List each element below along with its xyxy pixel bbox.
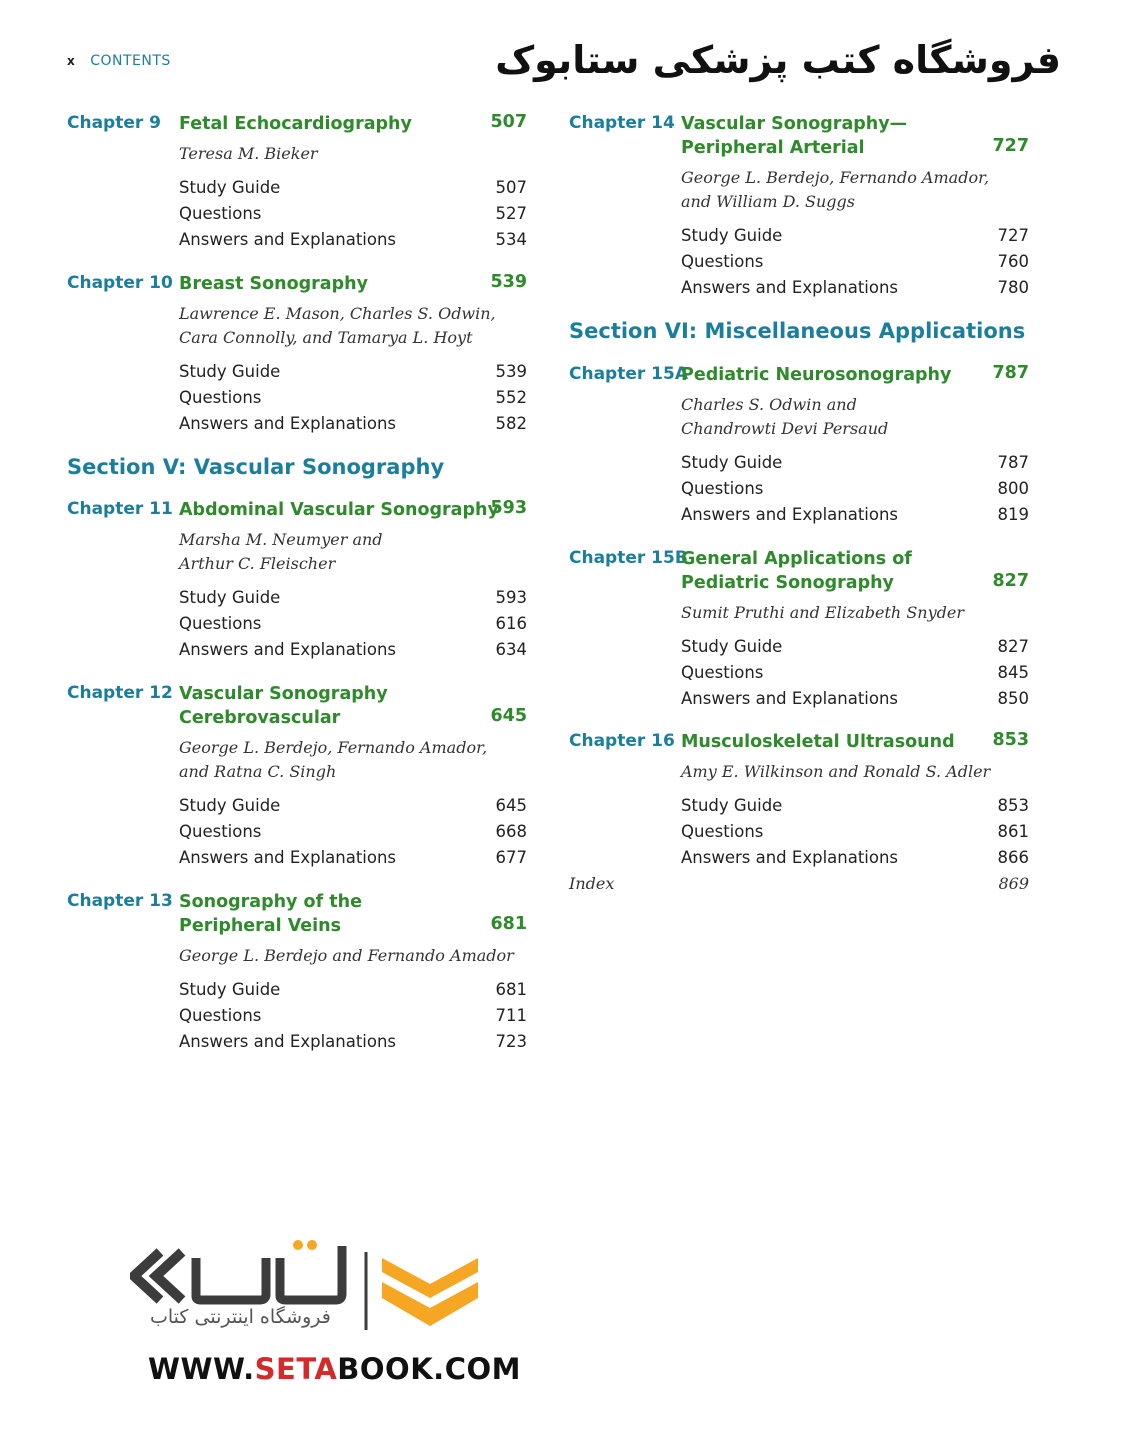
toc-page: 711 [495, 1006, 527, 1025]
toc-page: 677 [495, 848, 527, 867]
chapter-page: 507 [490, 112, 527, 132]
toc-item[interactable]: Questions [179, 614, 262, 633]
toc-page: 681 [495, 980, 527, 999]
toc-page: 845 [997, 663, 1029, 682]
chapter-page: 827 [992, 571, 1029, 591]
toc-page: 723 [495, 1032, 527, 1051]
toc-item[interactable]: Study Guide [179, 980, 281, 999]
chapter-label: Chapter 12 [67, 683, 173, 703]
chapter-title[interactable]: Fetal Echocardiography [179, 114, 412, 134]
chapter-label: Chapter 9 [67, 113, 162, 133]
logo-url-suffix: BOOK.COM [337, 1352, 521, 1386]
toc-item[interactable]: Study Guide [681, 226, 783, 245]
toc-page: 507 [495, 178, 527, 197]
toc-page: 582 [495, 414, 527, 433]
toc-page: 534 [495, 230, 527, 249]
chapter-label: Chapter 15A [569, 364, 688, 384]
toc-item[interactable]: Answers and Explanations [681, 848, 899, 867]
chapter-label: Chapter 13 [67, 891, 173, 911]
setabook-logo [130, 1238, 490, 1418]
toc-page: 616 [495, 614, 527, 633]
toc-item[interactable]: Study Guide [681, 637, 783, 656]
toc-page: 668 [495, 822, 527, 841]
toc-item[interactable]: Questions [179, 1006, 262, 1025]
chapter-authors: Lawrence E. Mason, Charles S. Odwin, [179, 304, 496, 323]
toc-page: 760 [997, 252, 1029, 271]
toc-page: 552 [495, 388, 527, 407]
index-page: 869 [998, 874, 1029, 893]
chapter-page: 593 [490, 498, 527, 518]
toc-item[interactable]: Study Guide [179, 796, 281, 815]
chapter-title[interactable]: Musculoskeletal Ultrasound [681, 732, 955, 752]
chapter-label: Chapter 14 [569, 113, 675, 133]
chapter-authors: Sumit Pruthi and Elizabeth Snyder [681, 603, 964, 622]
toc-item[interactable]: Questions [681, 252, 764, 271]
toc-item[interactable]: Answers and Explanations [681, 278, 899, 297]
toc-item[interactable]: Answers and Explanations [179, 640, 397, 659]
chapter-authors: Amy E. Wilkinson and Ronald S. Adler [681, 762, 991, 781]
chapter-authors: and William D. Suggs [681, 192, 855, 211]
toc-page: 593 [495, 588, 527, 607]
chapter-authors: George L. Berdejo, Fernando Amador, [179, 738, 488, 757]
toc-item[interactable]: Answers and Explanations [681, 505, 899, 524]
chapter-page: 727 [992, 136, 1029, 156]
chapter-title[interactable]: Pediatric Sonography [681, 573, 894, 593]
toc-page: 539 [495, 362, 527, 381]
toc-item[interactable]: Study Guide [179, 178, 281, 197]
toc-page: 861 [997, 822, 1029, 841]
store-banner: فروشگاه کتب پزشکی ستابوک [495, 38, 1061, 82]
chapter-page: 853 [992, 730, 1029, 750]
toc-page: 645 [495, 796, 527, 815]
chapter-title[interactable]: Breast Sonography [179, 274, 368, 294]
chapter-authors: Teresa M. Bieker [179, 144, 318, 163]
toc-item[interactable]: Answers and Explanations [179, 1032, 397, 1051]
toc-item[interactable]: Study Guide [681, 796, 783, 815]
chapter-authors: George L. Berdejo, Fernando Amador, [681, 168, 990, 187]
toc-item[interactable]: Questions [681, 822, 764, 841]
toc-item[interactable]: Study Guide [179, 588, 281, 607]
section-title[interactable]: Section VI: Miscellaneous Applications [569, 319, 1026, 343]
chapter-title[interactable]: Pediatric Neurosonography [681, 365, 952, 385]
chapter-title[interactable]: General Applications of [681, 549, 912, 569]
toc-item[interactable]: Study Guide [681, 453, 783, 472]
chapter-page: 645 [490, 706, 527, 726]
toc-item[interactable]: Questions [681, 663, 764, 682]
chapter-authors: Cara Connolly, and Tamarya L. Hoyt [179, 328, 473, 347]
logo-tagline: فروشگاه اینترنتی کتاب [150, 1306, 331, 1328]
chapter-title[interactable]: Peripheral Arterial [681, 138, 865, 158]
toc-page: 819 [997, 505, 1029, 524]
chapter-authors: George L. Berdejo and Fernando Amador [179, 946, 514, 965]
toc-page: 850 [997, 689, 1029, 708]
chapter-title[interactable]: Sonography of the [179, 892, 362, 912]
toc-page: 827 [997, 637, 1029, 656]
toc-page: 780 [997, 278, 1029, 297]
setabook-logo-mark [130, 1238, 490, 1348]
chapter-label: Chapter 16 [569, 731, 675, 751]
page-number: x [67, 54, 76, 68]
running-head-title: CONTENTS [90, 53, 171, 69]
chapter-authors: and Ratna C. Singh [179, 762, 337, 781]
chapter-title[interactable]: Cerebrovascular [179, 708, 341, 728]
chapter-authors: Chandrowti Devi Persaud [681, 419, 889, 438]
toc-item[interactable]: Answers and Explanations [681, 689, 899, 708]
logo-url [148, 1352, 521, 1386]
toc-item[interactable]: Answers and Explanations [179, 414, 397, 433]
toc-item[interactable]: Questions [179, 388, 262, 407]
toc-page: 800 [997, 479, 1029, 498]
chapter-label: Chapter 15B [569, 548, 688, 568]
chapter-title[interactable]: Vascular Sonography [179, 684, 388, 704]
toc-page: 527 [495, 204, 527, 223]
toc-item[interactable]: Answers and Explanations [179, 230, 397, 249]
toc-item[interactable]: Questions [681, 479, 764, 498]
toc-page: 727 [997, 226, 1029, 245]
chapter-label: Chapter 11 [67, 499, 173, 519]
chapter-label: Chapter 10 [67, 273, 173, 293]
logo-url-prefix: WWW. [148, 1352, 255, 1386]
toc-item[interactable]: Questions [179, 204, 262, 223]
logo-url-highlight: SETA [254, 1352, 338, 1386]
chapter-page: 787 [992, 363, 1029, 383]
chapter-title[interactable]: Abdominal Vascular Sonography [179, 500, 499, 520]
chapter-page: 539 [490, 272, 527, 292]
running-head [67, 53, 171, 69]
toc-item[interactable]: Answers and Explanations [179, 848, 397, 867]
chapter-page: 681 [490, 914, 527, 934]
section-title[interactable]: Section V: Vascular Sonography [67, 455, 445, 479]
toc-page: 853 [997, 796, 1029, 815]
chapter-title[interactable]: Vascular Sonography— [681, 114, 908, 134]
chapter-title[interactable]: Peripheral Veins [179, 916, 342, 936]
toc-page: 787 [997, 453, 1029, 472]
chapter-authors: Charles S. Odwin and [681, 395, 857, 414]
toc-item[interactable]: Study Guide [179, 362, 281, 381]
toc-item[interactable]: Questions [179, 822, 262, 841]
toc-page: 866 [997, 848, 1029, 867]
chapter-authors: Arthur C. Fleischer [179, 554, 336, 573]
index-label[interactable]: Index [569, 874, 615, 893]
toc-page: 634 [495, 640, 527, 659]
chapter-authors: Marsha M. Neumyer and [179, 530, 383, 549]
